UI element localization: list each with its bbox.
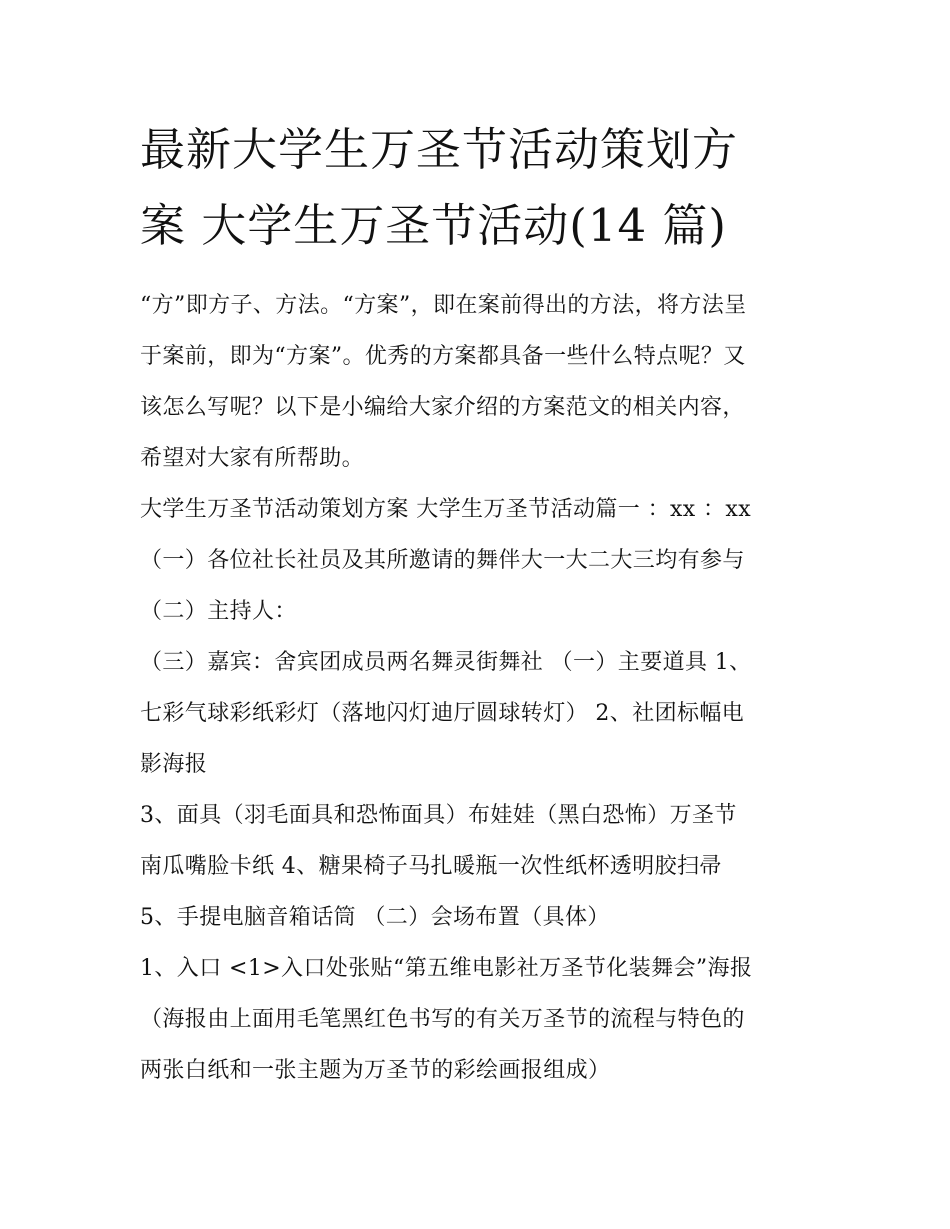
body-line: （海报由上面用毛笔黑红色书写的有关万圣节的流程与特色的 bbox=[140, 1007, 745, 1032]
body-line: （三）嘉宾：舍宾团成员两名舞灵街舞社 （一）主要道具 1、 bbox=[140, 650, 752, 675]
body-line: 该怎么写呢？以下是小编给大家介绍的方案范文的相关内容， bbox=[140, 395, 745, 420]
body-line: 于案前，即为“方案”。优秀的方案都具备一些什么特点呢？又 bbox=[140, 344, 746, 369]
body-line: 影海报 bbox=[140, 752, 208, 777]
body-line: “方”即方子、方法。“方案”，即在案前得出的方法，将方法呈 bbox=[140, 293, 747, 318]
body-line: 两张白纸和一张主题为万圣节的彩绘画报组成） bbox=[140, 1058, 611, 1083]
body-line: 5、手提电脑音箱话筒 （二）会场布置（具体） bbox=[140, 905, 610, 930]
title-line: 最新大学生万圣节活动策划方 bbox=[140, 123, 739, 176]
body-line: 3、面具（羽毛面具和恐怖面具）布娃娃（黑白恐怖）万圣节 bbox=[140, 803, 737, 828]
document-body bbox=[140, 280, 830, 1096]
title-line: 案 大学生万圣节活动(14 篇) bbox=[140, 199, 727, 252]
body-line: 大学生万圣节活动策划方案 大学生万圣节活动篇一 ：xx ：xx bbox=[140, 497, 752, 522]
document-title bbox=[140, 112, 840, 264]
body-line: （二）主持人： bbox=[140, 599, 297, 624]
body-line: 1、入口 <1>入口处张贴“第五维电影社万圣节化装舞会”海报 bbox=[140, 956, 753, 981]
body-line: 希望对大家有所帮助。 bbox=[140, 446, 365, 471]
body-line: 七彩气球彩纸彩灯（落地闪灯迪厅圆球转灯） 2、社团标幅电 bbox=[140, 701, 745, 726]
body-line: （一）各位社长社员及其所邀请的舞伴大一大二大三均有参与 bbox=[140, 548, 745, 573]
body-line: 南瓜嘴脸卡纸 4、糖果椅子马扎暖瓶一次性纸杯透明胶扫帚 bbox=[140, 854, 722, 879]
